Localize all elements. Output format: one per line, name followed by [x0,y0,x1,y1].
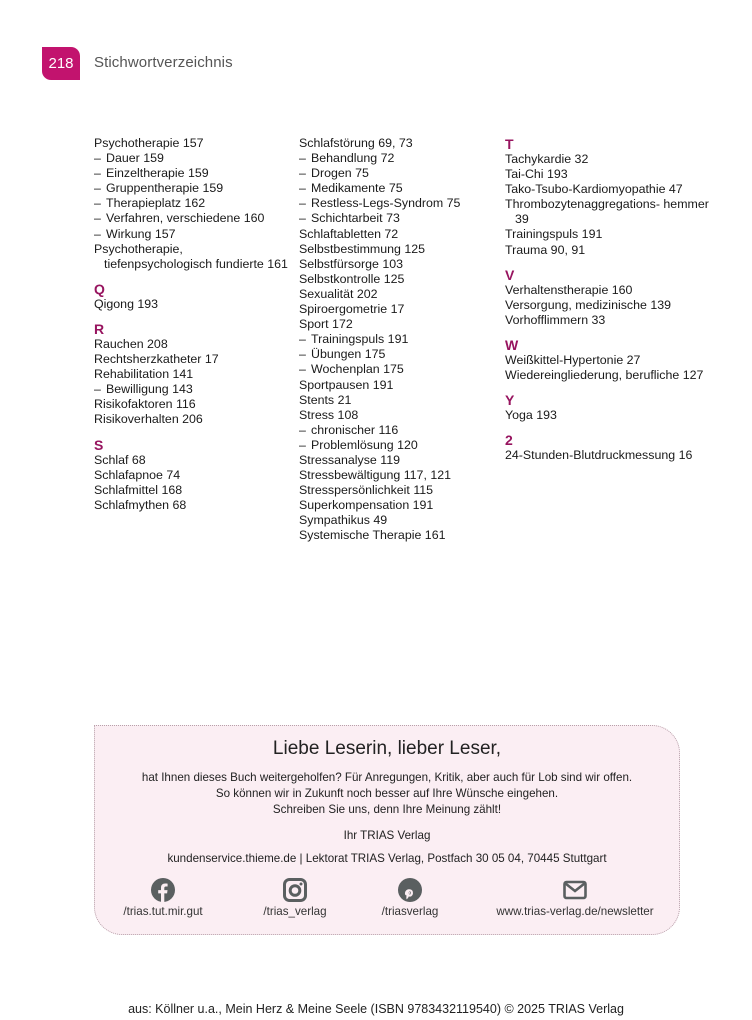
index-subentry-text: Einzeltherapie 159 [106,166,209,181]
index-subentry [94,181,294,196]
dash-marker: – [94,382,101,397]
index-entry: Sexualität 202 [299,286,378,301]
index-letter-heading: T [505,136,514,152]
index-entry: Systemische Therapie 161 [299,528,446,543]
feedback-signature: Ihr TRIAS Verlag [343,829,431,842]
index-entry: Stressbewältigung 117, 121 [299,468,452,483]
index-subentry-text: Therapieplatz 162 [106,196,206,211]
mail-icon [563,878,587,902]
dash-marker: – [94,226,101,241]
index-entry: Tai-Chi 193 [505,167,568,182]
index-column-3 [505,136,715,463]
index-entry: Spiroergometrie 17 [299,302,405,317]
index-entry: Schlafmittel 168 [94,482,183,497]
page-number: 218 [48,55,74,72]
index-subentry-text: Wochenplan 175 [311,362,404,377]
index-subentry-text: chronischer 116 [311,422,399,437]
social-link-newsletter[interactable] [485,878,665,918]
social-link-facebook[interactable] [103,878,223,918]
social-label: /trias_verlag [263,905,327,918]
index-entry: Selbstbestimmung 125 [299,241,426,256]
feedback-contact: kundenservice.thieme.de | Lektorat TRIAS Verlag, Postfach 30 05 04, 70445 Stuttgart [167,852,607,865]
index-subentry [94,166,294,181]
index-entry: Risikofaktoren 116 [94,397,196,412]
index-subentry [299,211,499,226]
index-subentry [94,211,294,226]
feedback-title: Liebe Leserin, lieber Leser, [272,738,502,759]
dash-marker: – [299,196,306,211]
index-entry: Yoga 193 [505,408,557,423]
index-letter-heading: Q [94,280,105,297]
index-entry: Thrombozytenaggregations- hemmer 39 [505,197,709,227]
feedback-body [95,770,679,818]
index-subentry-text: Übungen 175 [311,347,386,362]
index-subentry [94,196,294,211]
dash-marker: – [299,437,306,452]
facebook-icon [151,878,175,902]
index-entry: Qigong 193 [94,296,159,311]
index-entry: Stents 21 [299,392,352,407]
index-subentry [94,227,294,242]
index-subentry-text: Bewilligung 143 [106,382,193,397]
feedback-box [94,725,680,935]
page-number-badge [42,47,80,80]
dash-marker: – [299,422,306,437]
social-label: /trias.tut.mir.gut [123,905,203,918]
index-subentry-text: Dauer 159 [106,151,164,166]
dash-marker: – [94,166,101,181]
index-subentry-text: Behandlung 72 [311,151,395,166]
index-subentry [299,362,499,377]
index-entry: Selbstfürsorge 103 [299,256,404,271]
social-label: www.trias-verlag.de/newsletter [496,905,654,918]
dash-marker: – [299,181,306,196]
index-entry: Psychotherapie 157 [94,136,204,150]
index-entry: Schlaf 68 [94,452,146,467]
feedback-line: So können wir in Zukunft noch besser auf Ihre Wünsche eingehen. [215,787,559,800]
dash-marker: – [299,151,306,166]
dash-marker: – [299,211,306,226]
running-head: Stichwortverzeichnis [94,54,233,71]
index-subentry [94,382,294,397]
index-subentry-text: Verfahren, verschiedene 160 [106,211,265,226]
index-entry: Schlaftabletten 72 [299,226,399,241]
index-letter-heading: Y [505,392,515,409]
index-entry: Weißkittel-Hypertonie 27 [505,352,641,367]
index-subentry-text: Schichtarbeit 73 [311,211,400,226]
index-subentry [299,347,499,362]
index-entry: Rehabilitation 141 [94,367,194,382]
social-link-pinterest[interactable] [365,878,455,918]
index-entry: Stress 108 [299,407,359,422]
index-entry: Tako-Tsubo-Kardiomyopathie 47 [505,182,683,197]
feedback-line: hat Ihnen dieses Buch weitergeholfen? Für Anregungen, Kritik, aber auch für Lob sind wir offen. [141,771,633,784]
dash-marker: – [94,151,101,166]
index-entry: Trainingspuls 191 [505,227,603,242]
index-letter-heading: W [505,336,519,353]
index-letter-heading: 2 [505,432,513,449]
dash-marker: – [299,347,306,362]
index-entry: Schlafstörung 69, 73 [299,136,413,150]
index-letter-heading: S [94,436,104,453]
index-entry: Risikoverhalten 206 [94,412,203,427]
index-subentry-text: Problemlösung 120 [311,437,418,452]
index-subentry [299,438,499,453]
social-links [95,878,679,928]
index-entry: Wiedereingliederung, berufliche 127 [505,368,704,383]
feedback-line: Schreiben Sie uns, denn Ihre Meinung zählt! [272,803,502,816]
index-entry: Verhaltenstherapie 160 [505,282,633,297]
index-entry: Psychotherapie, tiefenpsychologisch fundierte 161 [94,241,288,271]
index-entry: Schlafapnoe 74 [94,467,181,482]
index-column-1 [94,136,294,513]
index-entry: Stressanalyse 119 [299,452,401,467]
index-entry: 24-Stunden-Blutdruckmessung 16 [505,448,693,463]
index-subentry [299,181,499,196]
index-subentry [299,196,499,211]
index-subentry-text: Gruppentherapie 159 [106,181,224,196]
index-entry: Selbstkontrolle 125 [299,271,405,286]
index-entry: Versorgung, medizinische 139 [505,297,671,312]
index-subentry [299,151,499,166]
index-entry: Tachykardie 32 [505,152,589,166]
page-footer: aus: Köllner u.a., Mein Herz & Meine Seele (ISBN 9783432119540) © 2025 TRIAS Verlag [128,1002,624,1016]
index-entry: Rauchen 208 [94,336,168,351]
index-subentry-text: Restless-Legs-Syndrom 75 [311,196,461,211]
index-subentry-text: Drogen 75 [311,166,369,181]
index-subentry-text: Trainingspuls 191 [311,332,409,347]
dash-marker: – [94,211,101,226]
social-link-instagram[interactable] [245,878,345,918]
index-subentry [299,423,499,438]
dash-marker: – [299,166,306,181]
index-entry: Superkompensation 191 [299,498,434,513]
dash-marker: – [94,181,101,196]
dash-marker: – [94,196,101,211]
index-subentry-text: Medikamente 75 [311,181,403,196]
index-subentry [94,151,294,166]
index-letter-heading: R [94,320,105,337]
index-entry: Sportpausen 191 [299,377,394,392]
dash-marker: – [299,362,306,377]
index-subentry-text: Wirkung 157 [106,226,176,241]
index-entry: Stresspersönlichkeit 115 [299,483,434,498]
index-entry: Rechtsherzkatheter 17 [94,352,219,367]
index-letter-heading: V [505,266,515,283]
index-entry: Sport 172 [299,317,353,332]
index-entry: Sympathikus 49 [299,513,388,528]
index-column-2 [299,136,499,544]
instagram-icon [283,878,307,902]
index-entry: Trauma 90, 91 [505,242,586,257]
index-entry: Vorhofflimmern 33 [505,312,606,327]
social-label: /triasverlag [381,905,439,918]
pinterest-icon [398,878,422,902]
dash-marker: – [299,332,306,347]
index-subentry [299,166,499,181]
index-entry: Schlafmythen 68 [94,497,187,512]
index-subentry [299,332,499,347]
